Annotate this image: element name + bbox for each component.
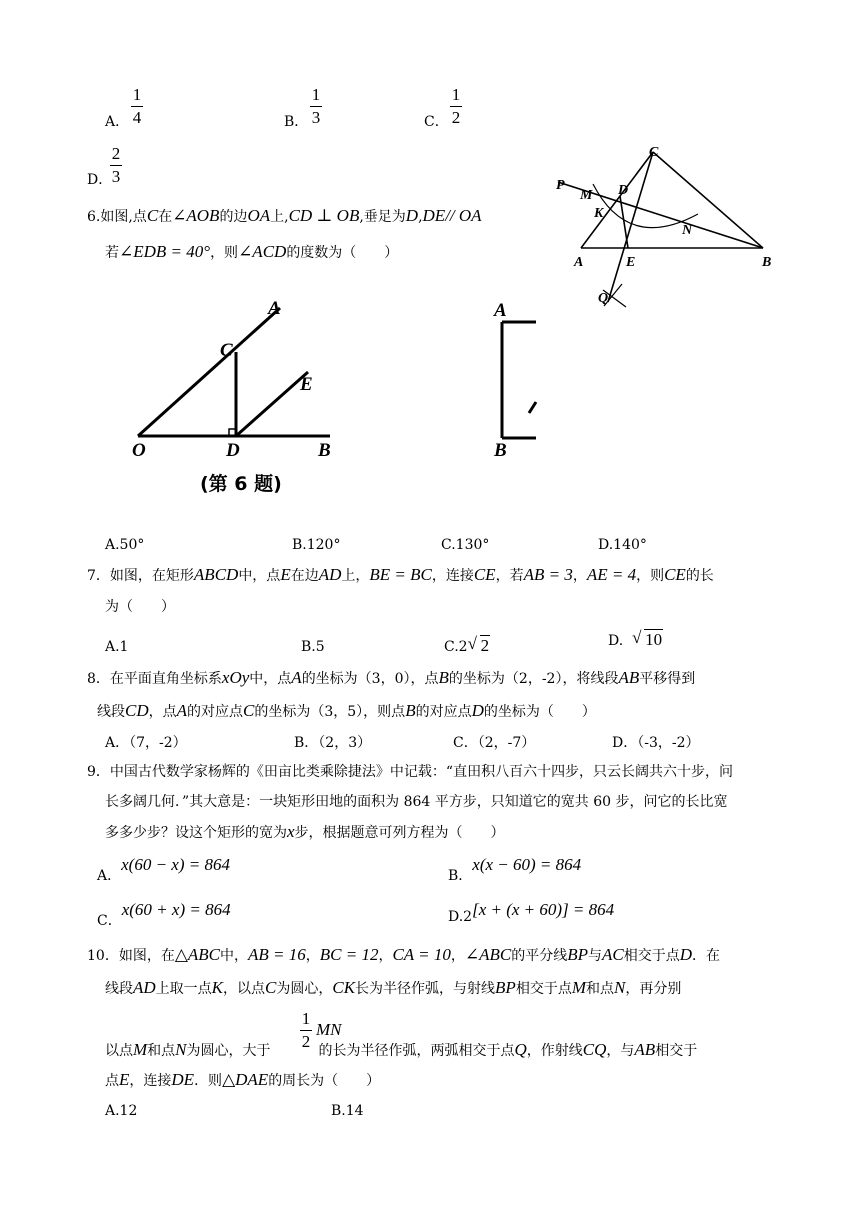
q10-line-4: 点E，连接DE．则△DAE的周长为（ ） — [105, 1070, 381, 1089]
option-a: A.12 — [105, 1103, 138, 1119]
label-n: N — [682, 223, 693, 238]
label-a: A — [494, 300, 507, 321]
option-b: B．（2，3） — [294, 735, 372, 751]
label-e: E — [300, 374, 313, 395]
option-a: A．x(60 − x) = 864 — [97, 855, 230, 884]
option-d: D．（-3，-2） — [612, 735, 700, 751]
q10-line-3: 以点M和点N为圆心，大于 的长为半径作弧，两弧相交于点Q，作射线CQ，与AB相交于 — [105, 1040, 698, 1059]
label-o: O — [132, 440, 146, 461]
q9-line-2: 长多阔几何．”其大意是：一块矩形田地的面积为 864 平方步，只知道它的宽共 60 步，问它的长比宽 — [105, 794, 728, 810]
label-a: A — [574, 255, 584, 270]
half-fraction: 1 2 — [301, 1009, 311, 1051]
option-d-letter: D． — [87, 172, 113, 188]
option-c: C.130° — [441, 537, 490, 553]
q9-line-3: 多多少步？设这个矩形的宽为x步，根据题意可列方程为（ ） — [105, 822, 505, 841]
option-b: B．x(x − 60) = 864 — [448, 855, 582, 884]
option-a-fraction: 1 4 — [132, 85, 142, 127]
option-b: B.5 — [301, 639, 325, 655]
option-d: D.140° — [598, 537, 647, 553]
option-d-fraction: 2 3 — [111, 144, 121, 186]
q10-figure — [548, 142, 788, 312]
label-e: E — [626, 255, 636, 270]
option-c-fraction: 1 2 — [451, 85, 461, 127]
label-q: Q — [598, 291, 609, 306]
option-b-letter: B． — [284, 114, 309, 130]
option-a-letter: A． — [105, 114, 130, 130]
segment-cb — [653, 152, 763, 248]
q6-line-2: 若∠EDB = 40°，则∠ACD的度数为（ ） — [105, 242, 399, 261]
option-b: B.120° — [292, 537, 341, 553]
q6-line-1: 6.如图,点C在∠AOB的边OA上,CD ⊥ OB,垂足为D,DE// OA — [87, 206, 482, 225]
label-k: K — [594, 206, 604, 221]
label-c: C — [220, 340, 233, 361]
figure-caption: (第 6 题) — [200, 473, 282, 495]
label-d: D — [226, 440, 240, 461]
option-b: B.14 — [331, 1103, 364, 1119]
sqrt: √ 2 — [468, 636, 491, 655]
q10-line-1: 10．如图，在△ABC中，AB = 16，BC = 12，CA = 10，∠ABC的平分线BP与AC相交于点D．在 — [87, 945, 721, 964]
q6-figure — [120, 298, 350, 498]
label-b: B — [318, 440, 331, 461]
label-a: A — [268, 298, 281, 319]
option-d: D.2[x + (x + 60)] = 864 — [448, 900, 615, 925]
q7-figure — [488, 298, 538, 463]
q7-line-2: 为（ ） — [105, 599, 175, 615]
label-c: C — [649, 145, 659, 160]
option-a: A．（7，-2） — [105, 735, 187, 751]
ray-de — [236, 372, 308, 436]
arc-mn — [593, 184, 698, 228]
option-c-letter: C． — [424, 114, 449, 130]
mn-label: MN — [316, 1020, 342, 1039]
q8-line-1: 8．在平面直角坐标系xOy中，点A的坐标为（3，0），点B的坐标为（2，-2），将线段AB平移得到 — [87, 668, 696, 687]
label-d: D — [618, 183, 629, 198]
option-c: C.2√ 2 — [444, 636, 490, 657]
option-a: A.50° — [105, 537, 145, 553]
q9-line-1: 9．中国古代数学家杨辉的《田亩比类乘除捷法》中记载：“直田积八百六十四步，只云长阔共六十步，问 — [87, 764, 734, 780]
option-c: C．（2，-7） — [453, 735, 536, 751]
option-d: D. √ 10 — [608, 630, 663, 651]
option-a: A.1 — [105, 639, 129, 655]
label-b: B — [762, 255, 772, 270]
label-m: M — [580, 188, 593, 203]
option-c: C．x(60 + x) = 864 — [97, 900, 231, 929]
sqrt: √ 10 — [632, 630, 663, 649]
segment-be — [529, 402, 536, 413]
option-b-fraction: 1 3 — [311, 85, 321, 127]
q8-line-2: 线段CD，点A的对应点C的坐标为（3，5），则点B的对应点D的坐标为（ ） — [97, 701, 596, 720]
label-p: P — [556, 178, 565, 193]
q10-line-2: 线段AD上取一点K，以点C为圆心，CK长为半径作弧，与射线BP相交于点M和点N，再分别 — [105, 978, 682, 997]
q7-line-1: 7．如图，在矩形ABCD中，点E在边AD上，BE = BC，连接CE，若AB = 3，AE = 4，则CE的长 — [87, 565, 714, 584]
label-b: B — [494, 440, 507, 461]
